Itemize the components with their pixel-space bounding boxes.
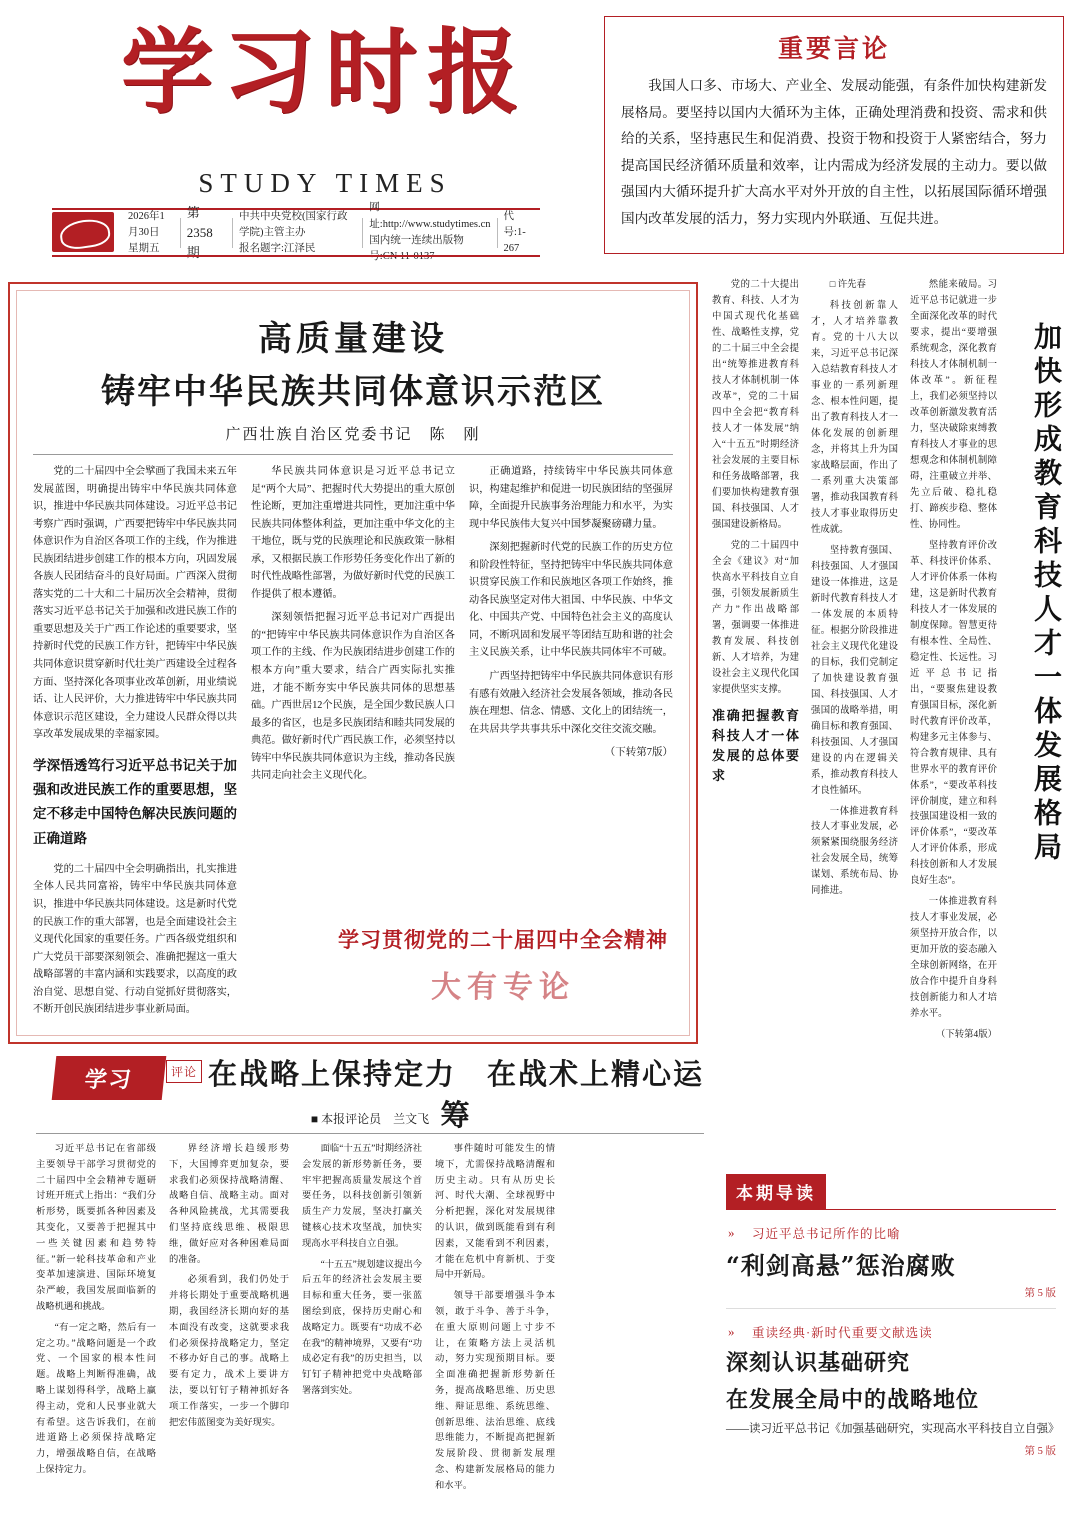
index-item-1[interactable] bbox=[726, 1224, 1056, 1309]
index-item-1-title: “利剑高悬”惩治腐败 bbox=[726, 1251, 956, 1280]
right-article[interactable] bbox=[712, 278, 1064, 1048]
lead-paragraph: 华民族共同体意识是习近平总书记立足“两个大局”、把握时代大势提出的重大原创性论断，更加注重增进共同性，更加注重中华民族共同体整体利益，更加注重中华文化的主干地位，既与党的民族理论和民族政策一脉相承，又根据民族工作形势任务变化作出了新的时代性战略性部署，为做好新时代党的民族工作提供了根本遵循。 bbox=[251, 466, 455, 600]
masthead bbox=[0, 0, 600, 262]
right-column-2 bbox=[811, 278, 898, 1044]
masthead-date: 2026年1月30日 bbox=[128, 210, 165, 238]
right-paragraph: 坚持教育强国、科技强国、人才强国建设一体推进，这是新时代教育科技人才一体发展的本质特征。根据分阶段推进社会主义现代化建设的目标，我们党制定了加快建设教育强国、科技强国、人才强国的战略举措，明确目标和教育强国、科技强国、人才强国建设的内在逻辑关系，推动教育科技人才良性循环。 bbox=[811, 545, 898, 796]
masthead-license-block bbox=[363, 202, 497, 263]
commentary-paragraph: 领导干部要增强斗争本领，敢于斗争、善于斗争，在重大原则问题上寸步不让，在策略方法上灵活机动，努力实现预期目标。要全面准确把握新形势新任务，提高战略思维、历史思维、辩证思维、系统思维、创新思维、法治思维、底线思维能力，不断提高把握新发展阶段、贯彻新发展理念、构建新发展格局的能力和水平。 bbox=[435, 1291, 555, 1491]
right-paragraph: 科技创新靠人才，人才培养靠教育。党的十八大以来，习近平总书记深入总结教育科技人才事业的一系列新理念、根本性问题，提出了教育科技人才一体化发展的创新理念，并将其上升为国家战略层面，作出了一系列重大决策部署，推动我国教育科技人才事业取得历史性成就。 bbox=[811, 300, 898, 535]
lead-article-divider bbox=[33, 454, 673, 455]
commentary-paragraph: “有一定之略，然后有一定之功。”战略问题是一个政党、一个国家的根本性问题。战略上判断得准确，战略上谋划得科学，战略上赢得主动，党和人民事业就大有希望。这告诉我们，在前进道路上必须保持战略定力，增强战略自信，在战略上保持定力。 bbox=[36, 1322, 156, 1475]
commentary-paragraph: 界经济增长趋缓形势下，大国博弈更加复杂，要求我们必须保持战略清醒、战略自信、战略主动。面对各种风险挑战，尤其需要我们坚持底线思维、极限思维，做好应对各种困难局面的准备。 bbox=[169, 1144, 289, 1265]
commentary-columns bbox=[36, 1142, 704, 1500]
lead-paragraph: 党的二十届四中全会擘画了我国未来五年发展蓝图，明确提出铸牢中华民族共同体意识，推进中华民族共同体建设。习近平总书记考察广西时强调，广西要把铸牢中华民族共同体意识作为自治区各项工作的主线，作为推进民族团结进步创建工作的根本方向，巩固发展各族人民团结奋斗的良好局面。广西深入贯彻落实党的二十大和二十届历次全会精神，贯彻落实习近平总书记关于加强和改进民族工作的重要思想及关于广西工作论述的重要要求，坚持新时代党的民族工作方针，把铸牢中华民族共同体意识贯穿新时代壮美广西建设全过程各方面、坚持深化各项事业改革创新，用业绩说话、让人民评价，大力推进铸牢中华民族共同体意识示范区建设，全力建设人民群众得以共享改革发展成果的幸福家园。 bbox=[33, 466, 237, 741]
index-item-2[interactable] bbox=[726, 1323, 1060, 1458]
index-item-2-page: 第 5 版 bbox=[1024, 1445, 1056, 1457]
commentary-paragraph: 习近平总书记在省部级主要领导干部学习贯彻党的二十届四中全会精神专题研讨班开班式上指出：“我们分析形势，既要抓各种因素及其变化，又要善于把握其中一些关键因素和趋势特征。”新一轮科技革命和产业变革加速演进、国际环境复杂严峻，我国发展面临新的战略机遇和挑战。 bbox=[36, 1144, 156, 1312]
issue-index-header: 本期导读 bbox=[726, 1174, 826, 1209]
index-item-2-subtitle: ——读习近平总书记《加强基础研究，实现高水平科技自立自强》 bbox=[726, 1423, 1060, 1436]
right-paragraph: 一体推进教育科技人才事业发展，必须紧紧围绕服务经济社会发展全局，统筹谋划、系统布局、协同推进。 bbox=[811, 806, 898, 897]
index-item-2-title-line1: 深刻认识基础研究 bbox=[726, 1350, 911, 1377]
lead-pullquote: 学深悟透笃行习近平总书记关于加强和改进民族工作的重要思想，坚定不移走中国特色解决民族问题的正确道路 bbox=[33, 757, 237, 847]
index-item-1-kicker: 习近平总书记所作的比喻 bbox=[752, 1227, 901, 1241]
lead-article-author: 广西壮族自治区党委书记 陈 刚 bbox=[225, 427, 481, 443]
commentary-badge: 评论 bbox=[166, 1060, 202, 1083]
right-article-columns bbox=[712, 278, 998, 1044]
masthead-calligrapher: 报名题字:江泽民 bbox=[238, 243, 316, 255]
lead-column-1 bbox=[33, 463, 237, 1025]
issue-index-rule bbox=[726, 1209, 1056, 1210]
commentary-paragraph: 必须看到，我们仍处于并将长期处于重要战略机遇期，我国经济长期向好的基本面没有改变，这就要求我们必须保持战略定力，坚定不移办好自己的事。战略上要有定力，战术上要讲方法，要以钉钉子精神抓好各项工作落实，一步一个脚印把宏伟蓝图变为美好现实。 bbox=[169, 1275, 289, 1428]
masthead-license: 国内统一连续出版物号:CN 11-0137 bbox=[369, 235, 464, 263]
masthead-issue: 第 2358 期 bbox=[181, 218, 233, 248]
right-paragraph: 一体推进教育科技人才事业发展，必须坚持开放合作，以更加开放的姿态融入全球创新网络，在开放合作中提升自身科技创新能力和人才培养水平。 bbox=[910, 897, 997, 1020]
right-column-1 bbox=[712, 278, 799, 1044]
right-article-subhead: 准确把握教育科技人才一体发展的总体要求 bbox=[712, 708, 799, 785]
important-statement-body: 我国人口多、市场大、产业全、发展动能强，有条件加快构建新发展格局。要坚持以国内大循环为主体，正确处理消费和投资、需求和供给的关系，坚持惠民生和促消费、投资于物和投资于人紧密结合，努力提高国民经济循环质量和效率，让内需成为经济发展的主动力。要以做强国内大循环提升扩大高水平对外开放的自主性，以拓展国际循环增强国内改革发展的活力，努力实现内外联通、互促共进。 bbox=[621, 78, 1047, 226]
issue-index bbox=[726, 1174, 1060, 1514]
commentary-column-2 bbox=[169, 1142, 289, 1500]
index-separator bbox=[726, 1308, 1056, 1309]
commentary-paragraph: “十五五”规划建议提出今后五年的经济社会发展主要目标和重大任务，要一张蓝图绘到底，保持历史耐心和战略定力。既要有“功成不必在我”的精神境界，又要有“功成必定有我”的历史担当，以钉钉子精神把党中央战略部署落到实处。 bbox=[302, 1259, 422, 1396]
right-paragraph: 坚持教育评价改革、科技评价体系、人才评价体系一体构建，这是新时代教育科技人才一体发展的制度保障。智慧更待有根本性、全局性、稳定性、长远性。习近平总书记指出，“要聚焦建设教育强国目标，深化新时代教育评价改革，构建多元主体参与、符合教育规律、具有世界水平的教育评价体系”，“要改革科技评价制度，建立和科技强国建设相一致的评价体系”，“要改革人才评价体系，形成科技创新和人才发展良好生态”。 bbox=[910, 540, 997, 887]
right-continue-note: （下转第4版） bbox=[936, 1030, 997, 1041]
right-paragraph: 然能来破局。习近平总书记就进一步全面深化改革的时代要求，提出“要增强系统观念，深化教育科技人才体制机制一体改革”。新征程上，我们必须坚持以改革创新激发教育活力，坚决破除束缚教育科技人才事业的思想观念和体制机制障碍，注重破立并举、先立后破、稳扎稳打、蹄疾步稳、整体性、协同性。 bbox=[910, 280, 997, 530]
commentary-seal: 学习 bbox=[52, 1056, 167, 1100]
commentary-paragraph: 事件随时可能发生的情境下，尤需保持战略清醒和历史主动。只有从历史长河、时代大潮、全球视野中分析把握，深化对发展规律的认识，做到既能看到有利因素，又能看到不利因素，才能在危机中育新机、于变局中开新局。 bbox=[435, 1144, 555, 1281]
important-statement-box bbox=[604, 16, 1064, 254]
campaign-banner-line2: 大有专论 bbox=[431, 970, 575, 1005]
masthead-meta bbox=[122, 202, 542, 263]
lead-paragraph: 党的二十届四中全会明确指出，扎实推进全体人民共同富裕，铸牢中华民族共同体意识，推进中华民族共同体建设。这是新时代党的民族工作的重大部署，也是全面建设社会主义现代化国家的重要任务。广西各级党组织和广大党员干部要深刻领会、准确把握这一重大战略部署的丰富内涵和实践要求，以高度的政治自觉、思想自觉、行动自觉抓好贯彻落实，不断开创民族团结进步事业新局面。 bbox=[33, 863, 237, 1016]
lead-article[interactable] bbox=[8, 282, 698, 1044]
right-paragraph: 党的二十大提出教育、科技、人才为中国式现代化基础性、战略性支撑，党的二十届三中全会提出“统筹推进教育科技人才体制机制一体改革”，党的二十届四中全会把“教育科技人才一体发展”纳入“十五五”时期经济社会发展的主要目标和任务战略部署，我们要加快构建教育强国、科技强国、人才强国建设新格局。 bbox=[712, 280, 799, 530]
newspaper-title-en: STUDY TIMES bbox=[198, 168, 452, 198]
masthead-rule-bottom bbox=[52, 255, 540, 257]
masthead-date-block bbox=[122, 210, 181, 255]
chevron-right-icon: » bbox=[728, 1324, 732, 1340]
campaign-banner-line1: 学习贯彻党的二十届四中全会精神 bbox=[338, 927, 668, 952]
masthead-weekday: 星期五 bbox=[128, 243, 160, 255]
masthead-sponsor-block bbox=[233, 210, 363, 255]
lead-paragraph: 深刻领悟把握习近平总书记对广西提出的“把铸牢中华民族共同体意识作为自治区各项工作的主线、作为民族团结进步创建工作的根本方向”重大要求，结合广西实际扎实推进，才能不断夯实中华民族共同体的思想基础。广西世居12个民族，是全国少数民族人口最多的省区，也是多民族团结和睦共同发展的典范。做好新时代广西民族工作，必须坚持以铸牢中华民族共同体意识为主线，推动各民族共同走向社会主义现代化。 bbox=[251, 612, 455, 782]
index-item-2-title-line2: 在发展全局中的战略地位 bbox=[726, 1386, 980, 1413]
newspaper-title: 学习时报 bbox=[120, 18, 529, 126]
lead-paragraph: 正确道路，持续铸牢中华民族共同体意识，构建起维护和促进一切民族团结的坚强屏障，全面提升民族事务治理能力和水平，为实现中华民族伟大复兴中国梦凝聚磅礴力量。 bbox=[469, 466, 673, 530]
right-column-3 bbox=[910, 278, 997, 1044]
chevron-right-icon: » bbox=[728, 1225, 732, 1240]
lead-article-title-line2: 铸牢中华民族共同体意识示范区 bbox=[101, 372, 605, 412]
right-article-byline: □ 许先春 bbox=[829, 280, 866, 290]
right-paragraph: 党的二十届四中全会《建议》对“加快高水平科技自立自强，引领发展新质生产力”作出战略部署，强调要一体推进教育发展、科技创新、人才培养，为建设社会主义现代化国家提供坚实支撑。 bbox=[712, 540, 799, 695]
commentary-column-1 bbox=[36, 1142, 156, 1500]
lead-campaign-banner bbox=[320, 924, 686, 1020]
masthead-website: 网址:http://www.studytimes.cn bbox=[369, 202, 491, 230]
masthead-postcode: 代号:1-267 bbox=[503, 210, 526, 255]
right-article-title: 加快形成教育科技人才一体发展格局 bbox=[1030, 322, 1063, 866]
lead-paragraph: 广西坚持把铸牢中华民族共同体意识有形有感有效融入经济社会发展各领域，推动各民族在理想、信念、情感、文化上的团结统一，在共居共学共事共乐中深化交往交流交融。 bbox=[469, 671, 673, 735]
commentary-article[interactable] bbox=[36, 1052, 704, 1512]
index-item-2-kicker: 重读经典·新时代重要文献选读 bbox=[752, 1326, 933, 1341]
important-statement-title: 重要言论 bbox=[777, 34, 890, 63]
masthead-emblem-icon bbox=[52, 212, 114, 252]
index-item-1-page: 第 5 版 bbox=[1024, 1288, 1056, 1300]
lead-article-title-line1: 高质量建设 bbox=[258, 319, 448, 359]
masthead-sponsor: 中共中央党校(国家行政学院)主管主办 bbox=[238, 210, 348, 238]
commentary-column-3 bbox=[302, 1142, 422, 1500]
commentary-column-4 bbox=[435, 1142, 555, 1500]
commentary-title: 在战略上保持定力 在战术上精心运筹 bbox=[208, 1057, 705, 1132]
commentary-paragraph: 面临“十五五”时期经济社会发展的新形势新任务，要牢牢把握高质量发展这个首要任务，以科技创新引领新质生产力发展，坚决打赢关键核心技术攻坚战，加快实现高水平科技自立自强。 bbox=[302, 1144, 422, 1249]
lead-continue-note: （下转第7版） bbox=[604, 747, 673, 759]
lead-paragraph: 深刻把握新时代党的民族工作的历史方位和阶段性特征，坚持把铸牢中华民族共同体意识贯穿民族工作和民族地区各项工作始终，推动各民族坚定对伟大祖国、中华民族、中华文化、中国共产党、中国特色社会主义的高度认同，不断巩固和发展平等团结互助和谐的社会主义民族关系，让中华民族共同体牢不可破。 bbox=[469, 542, 673, 659]
commentary-author: ■ 本报评论员 兰文飞 bbox=[310, 1112, 430, 1126]
